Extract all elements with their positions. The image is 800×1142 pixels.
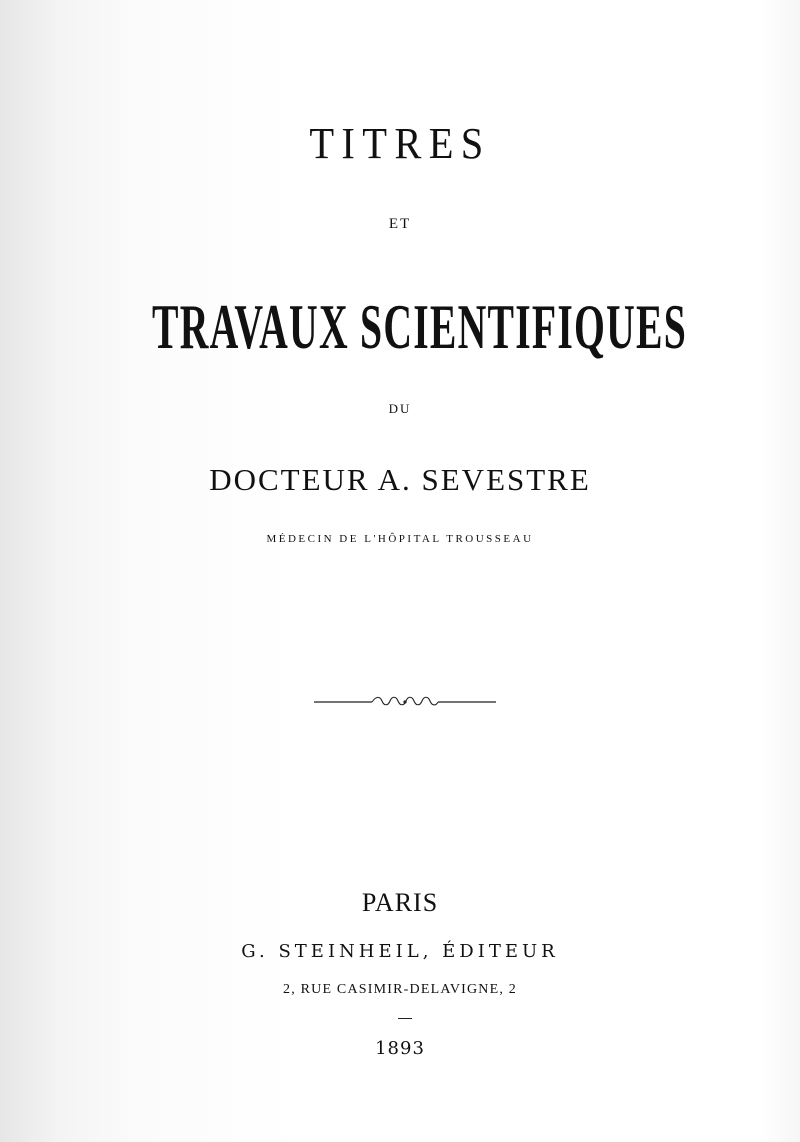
author-name: DOCTEUR A. SEVESTRE xyxy=(209,462,591,497)
title-line-titres: TITRES xyxy=(309,119,491,168)
title-line-travaux-scientifiques: TRAVAUX SCIENTIFIQUES xyxy=(152,291,688,362)
connector-du: DU xyxy=(388,401,412,416)
connector-et: ET xyxy=(388,216,412,232)
author-role: MÉDECIN DE L'HÔPITAL TROUSSEAU xyxy=(266,533,534,545)
publisher-name: G. STEINHEIL, ÉDITEUR xyxy=(241,941,559,962)
publication-place: PARIS xyxy=(361,888,439,917)
separator-dash xyxy=(398,1018,412,1019)
ornament-divider-icon xyxy=(312,693,498,711)
publication-year: 1893 xyxy=(375,1038,425,1059)
publisher-address: 2, RUE CASIMIR-DELAVIGNE, 2 xyxy=(283,982,517,997)
